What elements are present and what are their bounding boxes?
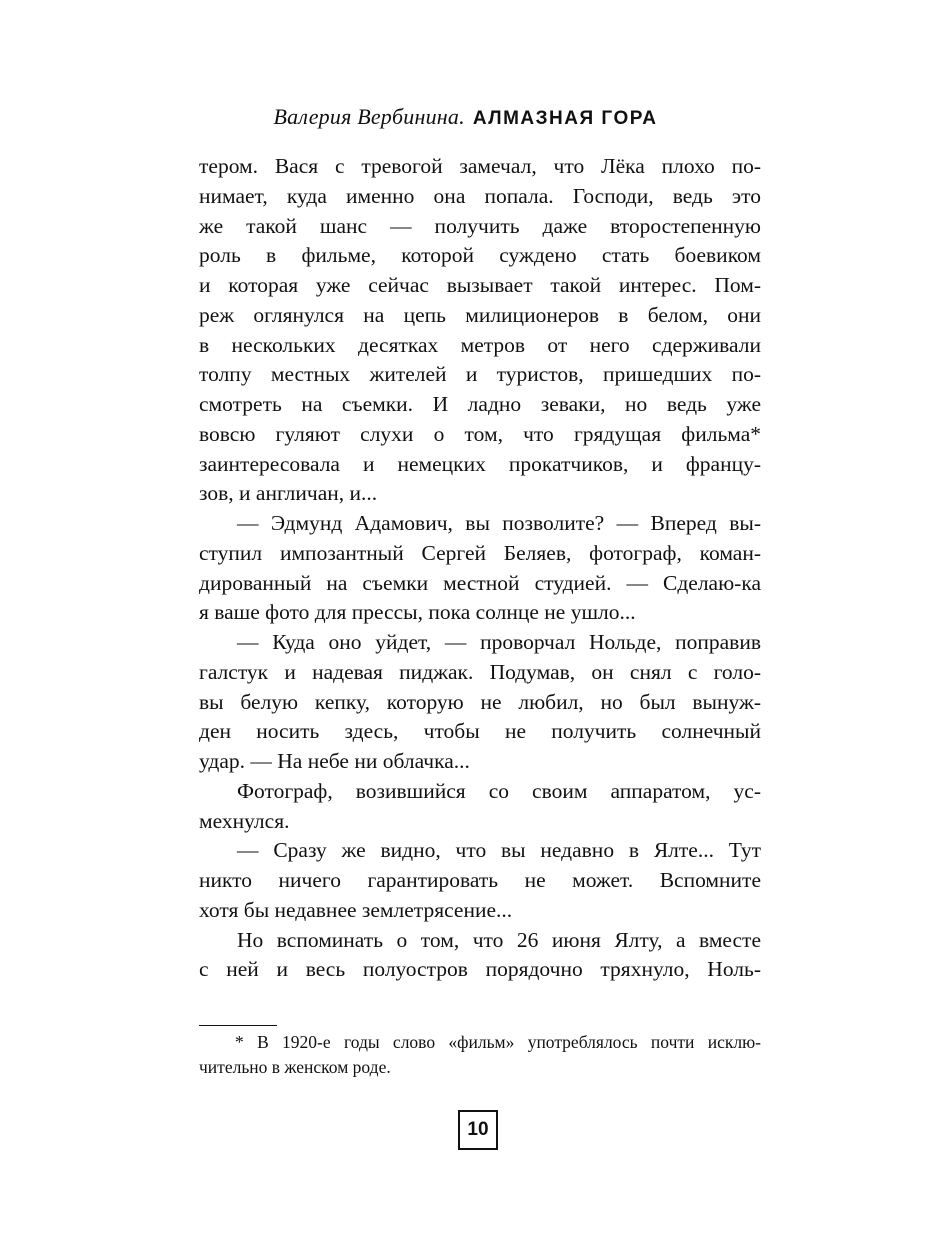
footnote-line: * В 1920-е годы слово «фильм» употреблялось почти исклю- (235, 1032, 761, 1052)
running-head (0, 102, 931, 135)
page-number: 10 (458, 1110, 498, 1150)
text-line: я ваше фото для прессы, пока солнце не ушло... (199, 600, 636, 625)
text-line: зов, и англичан, и... (199, 481, 378, 506)
text-line: ден носить здесь, чтобы не получить солнечный (199, 719, 761, 744)
text-line: нимает, куда именно она попала. Господи, ведь это (199, 183, 761, 208)
footnote-line: чительно в женском роде. (199, 1057, 391, 1077)
footnote (199, 1030, 761, 1080)
text-line: мехнулся. (199, 808, 290, 833)
text-line: толпу местных жителей и туристов, пришедших по- (199, 362, 761, 387)
text-line: вы белую кепку, которую не любил, но был вынуж- (199, 689, 761, 714)
text-line: — Эдмунд Адамович, вы позволите? — Вперед вы- (237, 511, 761, 535)
text-line: ступил импозантный Сергей Беляев, фотограф, коман- (199, 540, 761, 565)
text-line: же такой шанс — получить даже второстепенную (199, 213, 761, 238)
text-line: никто ничего гарантировать не может. Вспомните (199, 868, 761, 892)
text-line: галстук и надевая пиджак. Подумав, он снял с голо- (199, 659, 761, 684)
author-name: Валерия Вербинина. (273, 104, 465, 129)
text-line: тером. Вася с тревогой замечал, что Лёка плохо по- (199, 154, 761, 178)
text-line: дированный на съемки местной студией. — Сделаю-ка (199, 570, 761, 595)
text-line: роль в фильме, которой суждено стать боевиком (199, 243, 761, 268)
text-line: Фотограф, возившийся со своим аппаратом, ус- (237, 778, 761, 803)
text-line: удар. — На небе ни облачка... (199, 749, 470, 773)
text-line: и которая уже сейчас вызывает такой интерес. Пом- (199, 273, 761, 297)
text-line: хотя бы недавнее землетрясение... (199, 897, 513, 922)
text-line: Но вспоминать о том, что 26 июня Ялту, а вместе (237, 927, 761, 952)
text-line: с ней и весь полуостров порядочно тряхнуло, Ноль- (199, 957, 761, 982)
text-line: заинтересовала и немецких прокатчиков, и францу- (199, 451, 761, 476)
book-title: АЛМАЗНАЯ ГОРА (472, 108, 658, 129)
text-line: смотреть на съемки. И ладно зеваки, но ведь уже (199, 392, 761, 416)
text-line: реж оглянулся на цепь милиционеров в белом, они (199, 302, 761, 327)
body-text (199, 152, 761, 985)
footnote-divider (199, 1025, 277, 1026)
text-line: вовсю гуляют слухи о том, что грядущая фильма* (199, 421, 761, 446)
text-line: в нескольких десятках метров от него сдерживали (199, 332, 761, 357)
text-line: — Сразу же видно, что вы недавно в Ялте... Тут (237, 838, 761, 863)
text-line: — Куда оно уйдет, — проворчал Нольде, поправив (237, 630, 761, 654)
